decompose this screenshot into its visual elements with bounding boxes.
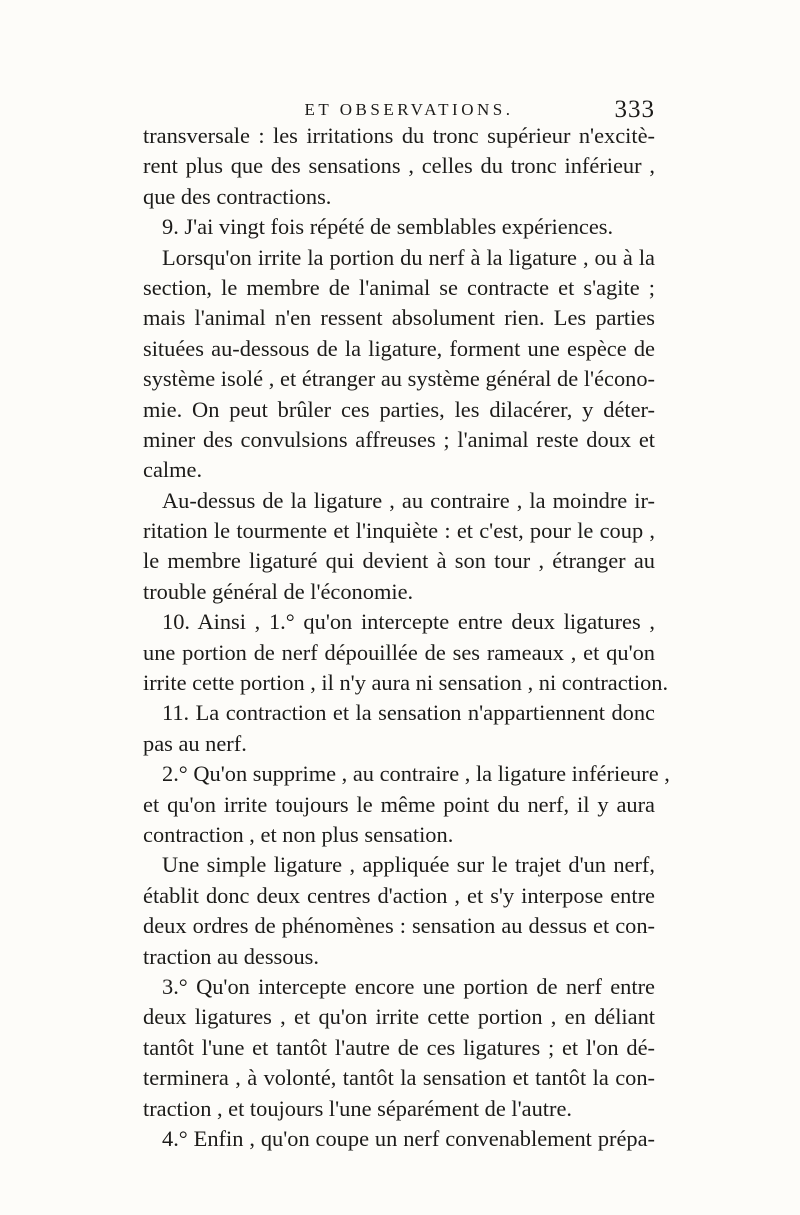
page-number: 333 [614, 96, 655, 123]
text-line: irrite cette portion , il n'y aura ni sensation , ni contraction. [143, 670, 669, 696]
paragraph-start-line: 2.° Qu'on supprime , au contraire , la ligature inférieure , [162, 761, 670, 787]
text-line: situées au-dessous de la ligature, forment une espèce de [143, 335, 655, 361]
text-line: transversale : les irritations du tronc supérieur n'excitè- [143, 123, 655, 148]
text-line: contraction , et non plus sensation. [143, 821, 454, 847]
text-line: trouble général de l'économie. [143, 578, 414, 604]
paragraph-start-line: Lorsqu'on irrite la portion du nerf à la ligature , ou à la [162, 244, 655, 270]
text-line: rent plus que des sensations , celles du tronc inférieur , [143, 153, 655, 179]
running-head: ET OBSERVATIONS. [304, 100, 514, 119]
paragraph-start-line: 3.° Qu'on intercepte encore une portion de nerf entre [162, 973, 655, 999]
paragraph-start-line: 4.° Enfin , qu'on coupe un nerf convenablement prépa- [162, 1125, 655, 1151]
page-body [143, 121, 670, 1154]
text-line: que des contractions. [143, 183, 332, 209]
text-line: système isolé , et étranger au système général de l'écono- [143, 366, 655, 392]
text-line: mie. On peut brûler ces parties, les dilacérer, y déter- [143, 396, 655, 422]
paragraph-start-line: 9. J'ai vingt fois répété de semblables expériences. [162, 214, 614, 240]
text-line: terminera , à volonté, tantôt la sensation et tantôt la con- [143, 1065, 655, 1091]
text-line: une portion de nerf dépouillée de ses rameaux , et qu'on [143, 639, 655, 665]
text-line: traction au dessous. [143, 943, 319, 969]
text-line: ritation le tourmente et l'inquiète : et c'est, pour le coup , [143, 518, 655, 544]
paragraph-start-line: 11. La contraction et la sensation n'appartiennent donc [162, 700, 655, 726]
text-line: pas au nerf. [143, 730, 247, 756]
text-line: deux ordres de phénomènes : sensation au dessus et con- [143, 913, 655, 939]
text-line: établit donc deux centres d'action , et s'y interpose entre [143, 882, 655, 908]
text-line: mais l'animal n'en ressent absolument rien. Les parties [143, 305, 655, 331]
paragraph-start-line: Au-dessus de la ligature , au contraire , la moindre ir- [162, 487, 655, 513]
text-line: le membre ligaturé qui devient à son tour , étranger au [143, 548, 655, 574]
text-line: traction , et toujours l'une séparément de l'autre. [143, 1095, 572, 1121]
paragraph-start-line: Une simple ligature , appliquée sur le trajet d'un nerf, [162, 852, 655, 878]
text-line: deux ligatures , et qu'on irrite cette portion , en déliant [143, 1004, 655, 1030]
text-line: calme. [143, 457, 203, 483]
text-line: section, le membre de l'animal se contracte et s'agite ; [143, 274, 655, 300]
paragraph-start-line: 10. Ainsi , 1.° qu'on intercepte entre deux ligatures , [162, 609, 655, 635]
text-line: miner des convulsions affreuses ; l'animal reste doux et [143, 426, 655, 452]
text-line: et qu'on irrite toujours le même point du nerf, il y aura [143, 791, 655, 817]
text-line: tantôt l'une et tantôt l'autre de ces ligatures ; et l'on dé- [143, 1034, 655, 1060]
